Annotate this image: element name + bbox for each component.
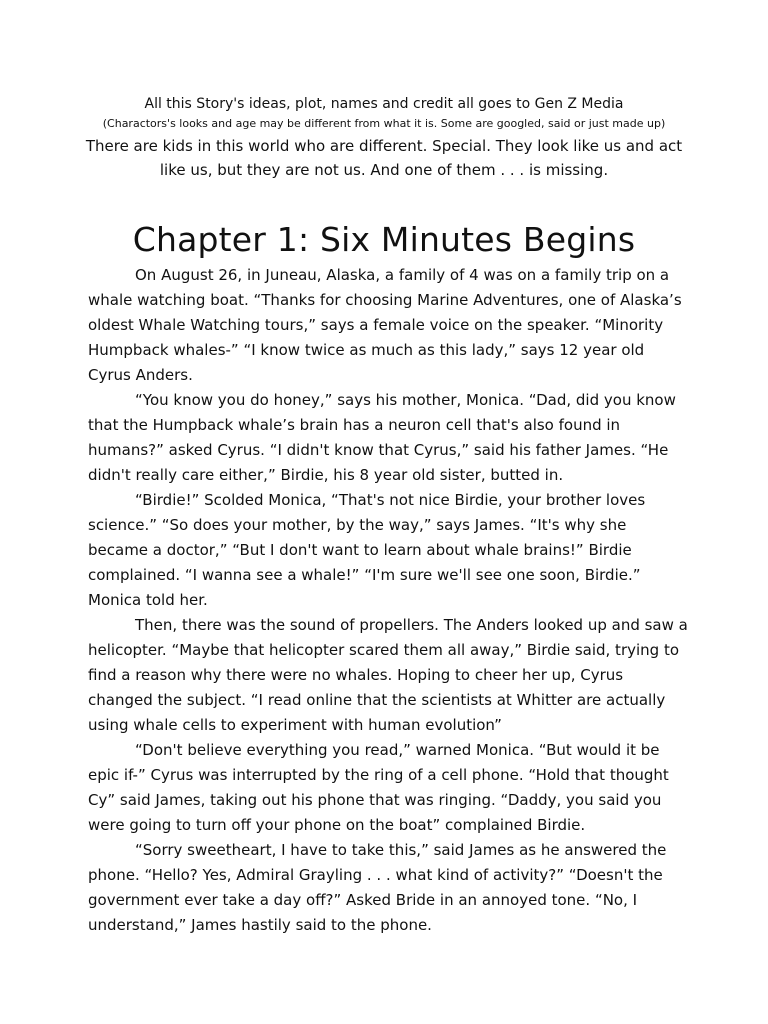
chapter-title: Chapter 1: Six Minutes Begins xyxy=(132,220,636,259)
story-paragraph: “Birdie!” Scolded Monica, “That's not nice Birdie, your brother loves science.” “So does your mother, by the way,” says James. “It's why she became a doctor,” “But I don't want to learn about whale brains!” Birdie complained. “I wanna see a whale!” “I'm sure we'll see one soon, Birdie.” Monica told her. xyxy=(88,491,646,609)
story-paragraph: “Don't believe everything you read,” warned Monica. “But would it be epic if-” Cyrus was interrupted by the ring of a cell phone. “Hold that thought Cy” said James, taking out his phone that was ringing. “Daddy, you said you were going to turn off your phone on the boat” complained Birdie. xyxy=(88,741,669,834)
story-paragraph: Then, there was the sound of propellers. The Anders looked up and saw a helicopter. “Maybe that helicopter scared them all away,” Birdie said, trying to find a reason why there were no whales. Hoping to cheer her up, Cyrus changed the subject. “I read online that the scientists at Whitter are actually using whale cells to experiment with human evolution” xyxy=(88,616,688,734)
credit-line: All this Story's ideas, plot, names and credit all goes to Gen Z Media xyxy=(144,96,624,112)
credit-note: (Charactors's looks and age may be different from what it is. Some are googled, said or just made up) xyxy=(102,117,666,130)
story-paragraph: On August 26, in Juneau, Alaska, a family of 4 was on a family trip on a whale watching boat. “Thanks for choosing Marine Adventures, one of Alaska’s oldest Whale Watching tours,” says a female voice on the speaker. “Minority Humpback whales-” “I know twice as much as this lady,” says 12 year old Cyrus Anders. xyxy=(88,266,682,384)
story-body xyxy=(88,263,688,938)
story-paragraph: “You know you do honey,” says his mother, Monica. “Dad, did you know that the Humpback whale’s brain has a neuron cell that's also found in humans?” asked Cyrus. “I didn't know that Cyrus,” said his father James. “He didn't really care either,” Birdie, his 8 year old sister, butted in. xyxy=(88,391,676,484)
story-paragraph: “Sorry sweetheart, I have to take this,” said James as he answered the phone. “Hello? Yes, Admiral Grayling . . . what kind of activity?” “Doesn't the government ever take a day off?” Asked Bride in an annoyed tone. “No, I understand,” James hastily said to the phone. xyxy=(88,841,667,934)
intro-text: There are kids in this world who are different. Special. They look like us and act like us, but they are not us. And one of them . . . is missing. xyxy=(85,137,683,179)
credits-block xyxy=(60,95,708,182)
